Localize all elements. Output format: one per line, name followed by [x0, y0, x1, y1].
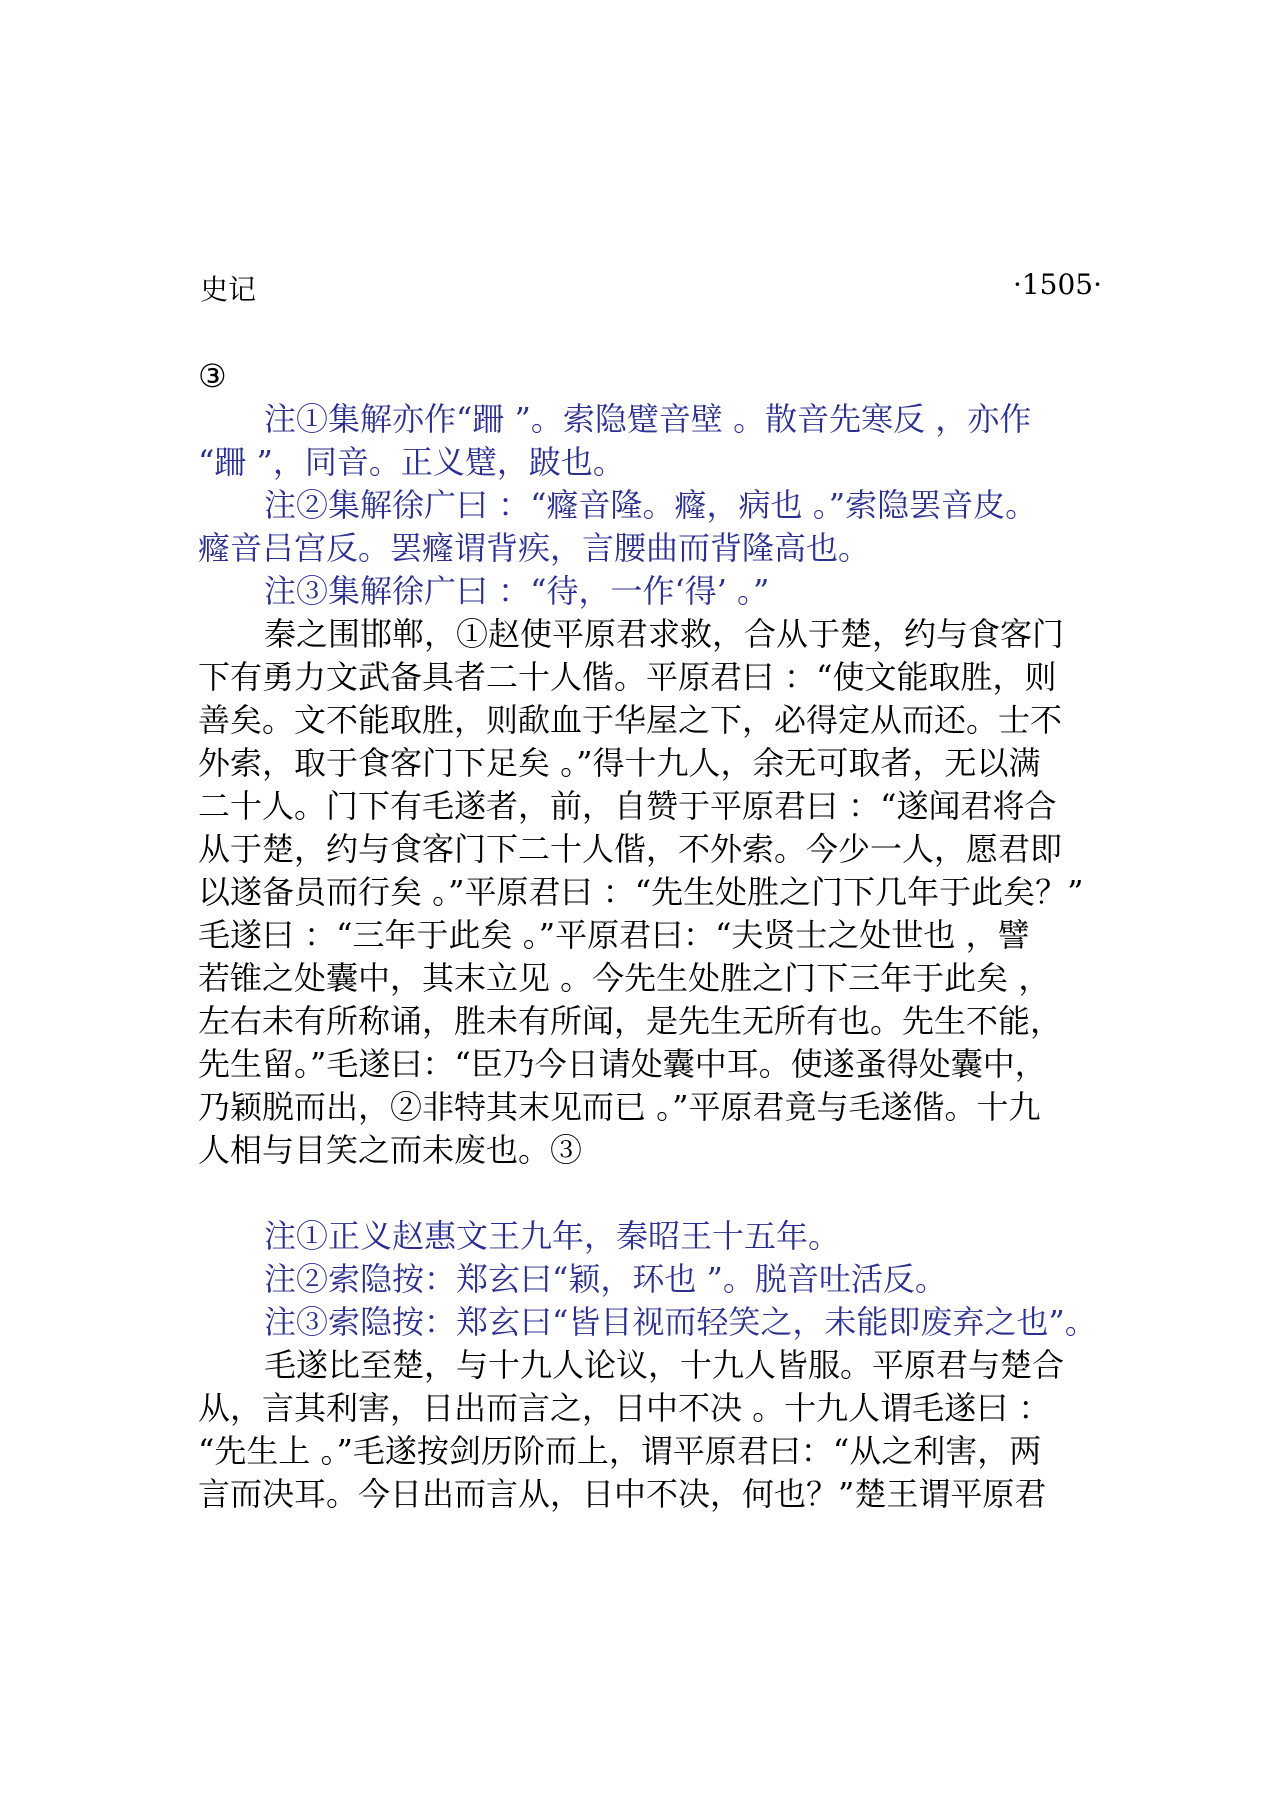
annotation-line: “跚 ”，同音。正义躄，跛也。 — [198, 443, 625, 481]
text-line: 秦之围邯郸，①赵使平原君求救，合从于楚，约与食客门 — [264, 615, 1065, 653]
text-line: 人相与目笑之而未废也。③ — [198, 1131, 583, 1169]
annotation-line: 注③索隐按：郑玄曰“皆目视而轻笑之，未能即废弃之也”。 — [264, 1303, 1097, 1341]
page-number: ·1505· — [1012, 268, 1102, 301]
annotation-line: 注②集解徐广曰 ：“癃音隆。癃，病也 。”索隐罢音皮。 — [264, 486, 1038, 524]
text-line: 若锥之处囊中，其末立见 。今先生处胜之门下三年于此矣 ， — [198, 959, 1051, 997]
annotation-block — [198, 1215, 1098, 1344]
text-line: 从，言其利害，日出而言之，日中不决 。十九人谓毛遂曰 ： — [198, 1389, 1051, 1427]
text-line: 毛遂曰 ：“三年于此矣 。”平原君曰：“夫贤士之处世也 ，譬 — [198, 916, 1030, 954]
text-line: 外索，取于食客门下足矣 。”得十九人，余无可取者，无以满 — [198, 744, 1041, 782]
annotation-line: 注②索隐按：郑玄曰“颖，环也 ”。脱音吐活反。 — [264, 1260, 947, 1298]
text-line: 先生留。”毛遂曰：“臣乃今日请处囊中耳。使遂蚤得处囊中， — [198, 1045, 1047, 1083]
text-line: 二十人。门下有毛遂者，前，自赞于平原君曰 ：“遂闻君将合 — [198, 787, 1057, 825]
annotation-line: 癃音吕宫反。罢癃谓背疾，言腰曲而背隆高也。 — [198, 529, 871, 567]
main-text-block — [198, 355, 1098, 398]
paragraph-gap — [198, 1172, 1098, 1215]
text-line: 乃颖脱而出，②非特其末见而已 。”平原君竟与毛遂偕。十九 — [198, 1088, 1041, 1126]
annotation-line: 注①集解亦作“跚 ”。索隐躄音壁 。散音先寒反 ，亦作 — [264, 400, 1032, 438]
annotation-line: 注③集解徐广曰 ：“待，一作‘得’ 。” — [264, 572, 770, 610]
text-line: 下有勇力文武备具者二十人偕。平原君曰 ：“使文能取胜，则 — [198, 658, 1057, 696]
annotation-block — [198, 398, 1098, 613]
page-body — [198, 355, 1098, 1516]
text-line: 以遂备员而行矣 。”平原君曰 ：“先生处胜之门下几年于此矣？” — [198, 873, 1084, 911]
text-line: 善矣。文不能取胜，则歃血于华屋之下，必得定从而还。士不 — [198, 701, 1063, 739]
text-line: 言而决耳。今日出而言从，日中不决，何也？”楚王谓平原君 — [198, 1475, 1047, 1513]
annotation-line: 注①正义赵惠文王九年，秦昭王十五年。 — [264, 1217, 841, 1255]
running-header-title: 史记 — [200, 273, 257, 306]
text-line: 从于楚，约与食客门下二十人偕，不外索。今少一人，愿君即 — [198, 830, 1063, 868]
text-line: 左右未有所称诵，胜未有所闻，是先生无所有也。先生不能， — [198, 1002, 1063, 1040]
main-text-block — [198, 613, 1098, 1172]
main-text-block — [198, 1344, 1098, 1516]
text-line: “先生上 。”毛遂按剑历阶而上，谓平原君曰：“从之利害，两 — [198, 1432, 1042, 1470]
text-line: 毛遂比至楚，与十九人论议，十九人皆服。平原君与楚合 — [264, 1346, 1065, 1384]
text-line: ③ — [198, 357, 227, 395]
